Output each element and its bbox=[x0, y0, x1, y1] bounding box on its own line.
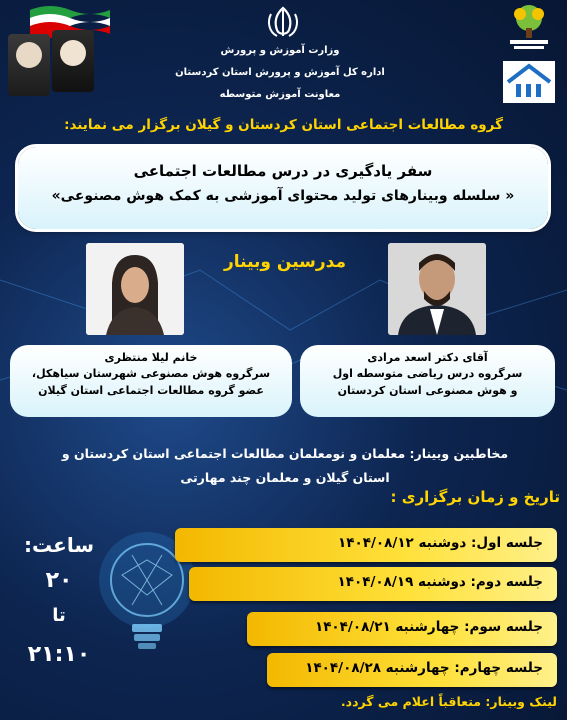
title-box bbox=[18, 147, 548, 229]
time-label: ساعت: bbox=[23, 533, 94, 557]
teacher-avatar-1 bbox=[388, 243, 486, 335]
teacher-card-1 bbox=[300, 345, 555, 417]
audience-text bbox=[20, 442, 550, 490]
session-bar-2 bbox=[189, 567, 557, 601]
session-3: جلسه سوم: چهارشنبه ۱۴۰۴/۰۸/۲۱ bbox=[314, 619, 543, 635]
teacher-name-1: آقای دکتر اسعد مرادی bbox=[367, 351, 488, 364]
audience-line-1: مخاطبین وبینار: معلمان و نومعلمان مطالعات اجتماعی استان کردستان و bbox=[61, 446, 509, 461]
webinar-link-text: لینک وبینار: متعاقباً اعلام می گردد. bbox=[340, 694, 557, 709]
audience-line-2: استان گیلان و معلمان چند مهارتی bbox=[180, 470, 390, 485]
session-bar-1 bbox=[175, 528, 557, 562]
header bbox=[0, 0, 567, 115]
org-lines bbox=[150, 40, 410, 106]
session-bar-3 bbox=[247, 612, 557, 646]
session-1: جلسه اول: دوشنبه ۱۴۰۴/۰۸/۱۲ bbox=[338, 535, 543, 551]
banner-text: گروه مطالعات اجتماعی استان کردستان و گیلان برگزار می نمایند: bbox=[64, 117, 503, 133]
dates-heading: تاریخ و زمان برگزاری : bbox=[390, 488, 560, 506]
emblem-icon bbox=[263, 6, 303, 40]
session-2: جلسه دوم: دوشنبه ۱۴۰۴/۰۸/۱۹ bbox=[337, 574, 543, 590]
teacher-desc-1b: و هوش مصنوعی استان کردستان bbox=[337, 384, 518, 397]
time-start: ۲۰ bbox=[45, 568, 73, 593]
title-line-2: « سلسله وبینارهای تولید محتوای آموزشی به کمک هوش مصنوعی» bbox=[51, 188, 515, 204]
teacher-avatar-2 bbox=[86, 243, 184, 335]
portrait-image-2 bbox=[52, 30, 94, 92]
teacher-name-2: خانم لیلا منتظری bbox=[104, 351, 198, 364]
time-to: تا bbox=[52, 605, 66, 626]
org-line-1: وزارت آموزش و پرورش bbox=[220, 45, 340, 56]
teacher-desc-1a: سرگروه درس ریاضی متوسطه اول bbox=[332, 367, 523, 380]
teacher-photo-1 bbox=[388, 243, 486, 335]
portrait-image bbox=[8, 34, 50, 96]
teacher-desc-2b: عضو گروه مطالعات اجتماعی استان گیلان bbox=[38, 384, 264, 397]
teacher-card-2 bbox=[10, 345, 292, 417]
teacher-desc-2a: سرگروه هوش مصنوعی شهرستان سیاهکل، bbox=[31, 367, 271, 380]
session-bar-4 bbox=[267, 653, 557, 687]
time-end: ۲۱:۱۰ bbox=[27, 642, 91, 667]
tree-logo-icon bbox=[500, 2, 558, 52]
session-4: جلسه چهارم: چهارشنبه ۱۴۰۴/۰۸/۲۸ bbox=[305, 660, 543, 676]
house-logo-icon bbox=[500, 58, 558, 106]
org-line-2: اداره کل آموزش و پرورش استان کردستان bbox=[175, 67, 385, 78]
teachers-heading: مدرسین وبینار bbox=[223, 252, 346, 272]
title-line-1: سفر یادگیری در درس مطالعات اجتماعی bbox=[133, 162, 433, 180]
teacher-photo-2 bbox=[86, 243, 184, 335]
org-line-3: معاونت آموزش متوسطه bbox=[219, 89, 341, 100]
